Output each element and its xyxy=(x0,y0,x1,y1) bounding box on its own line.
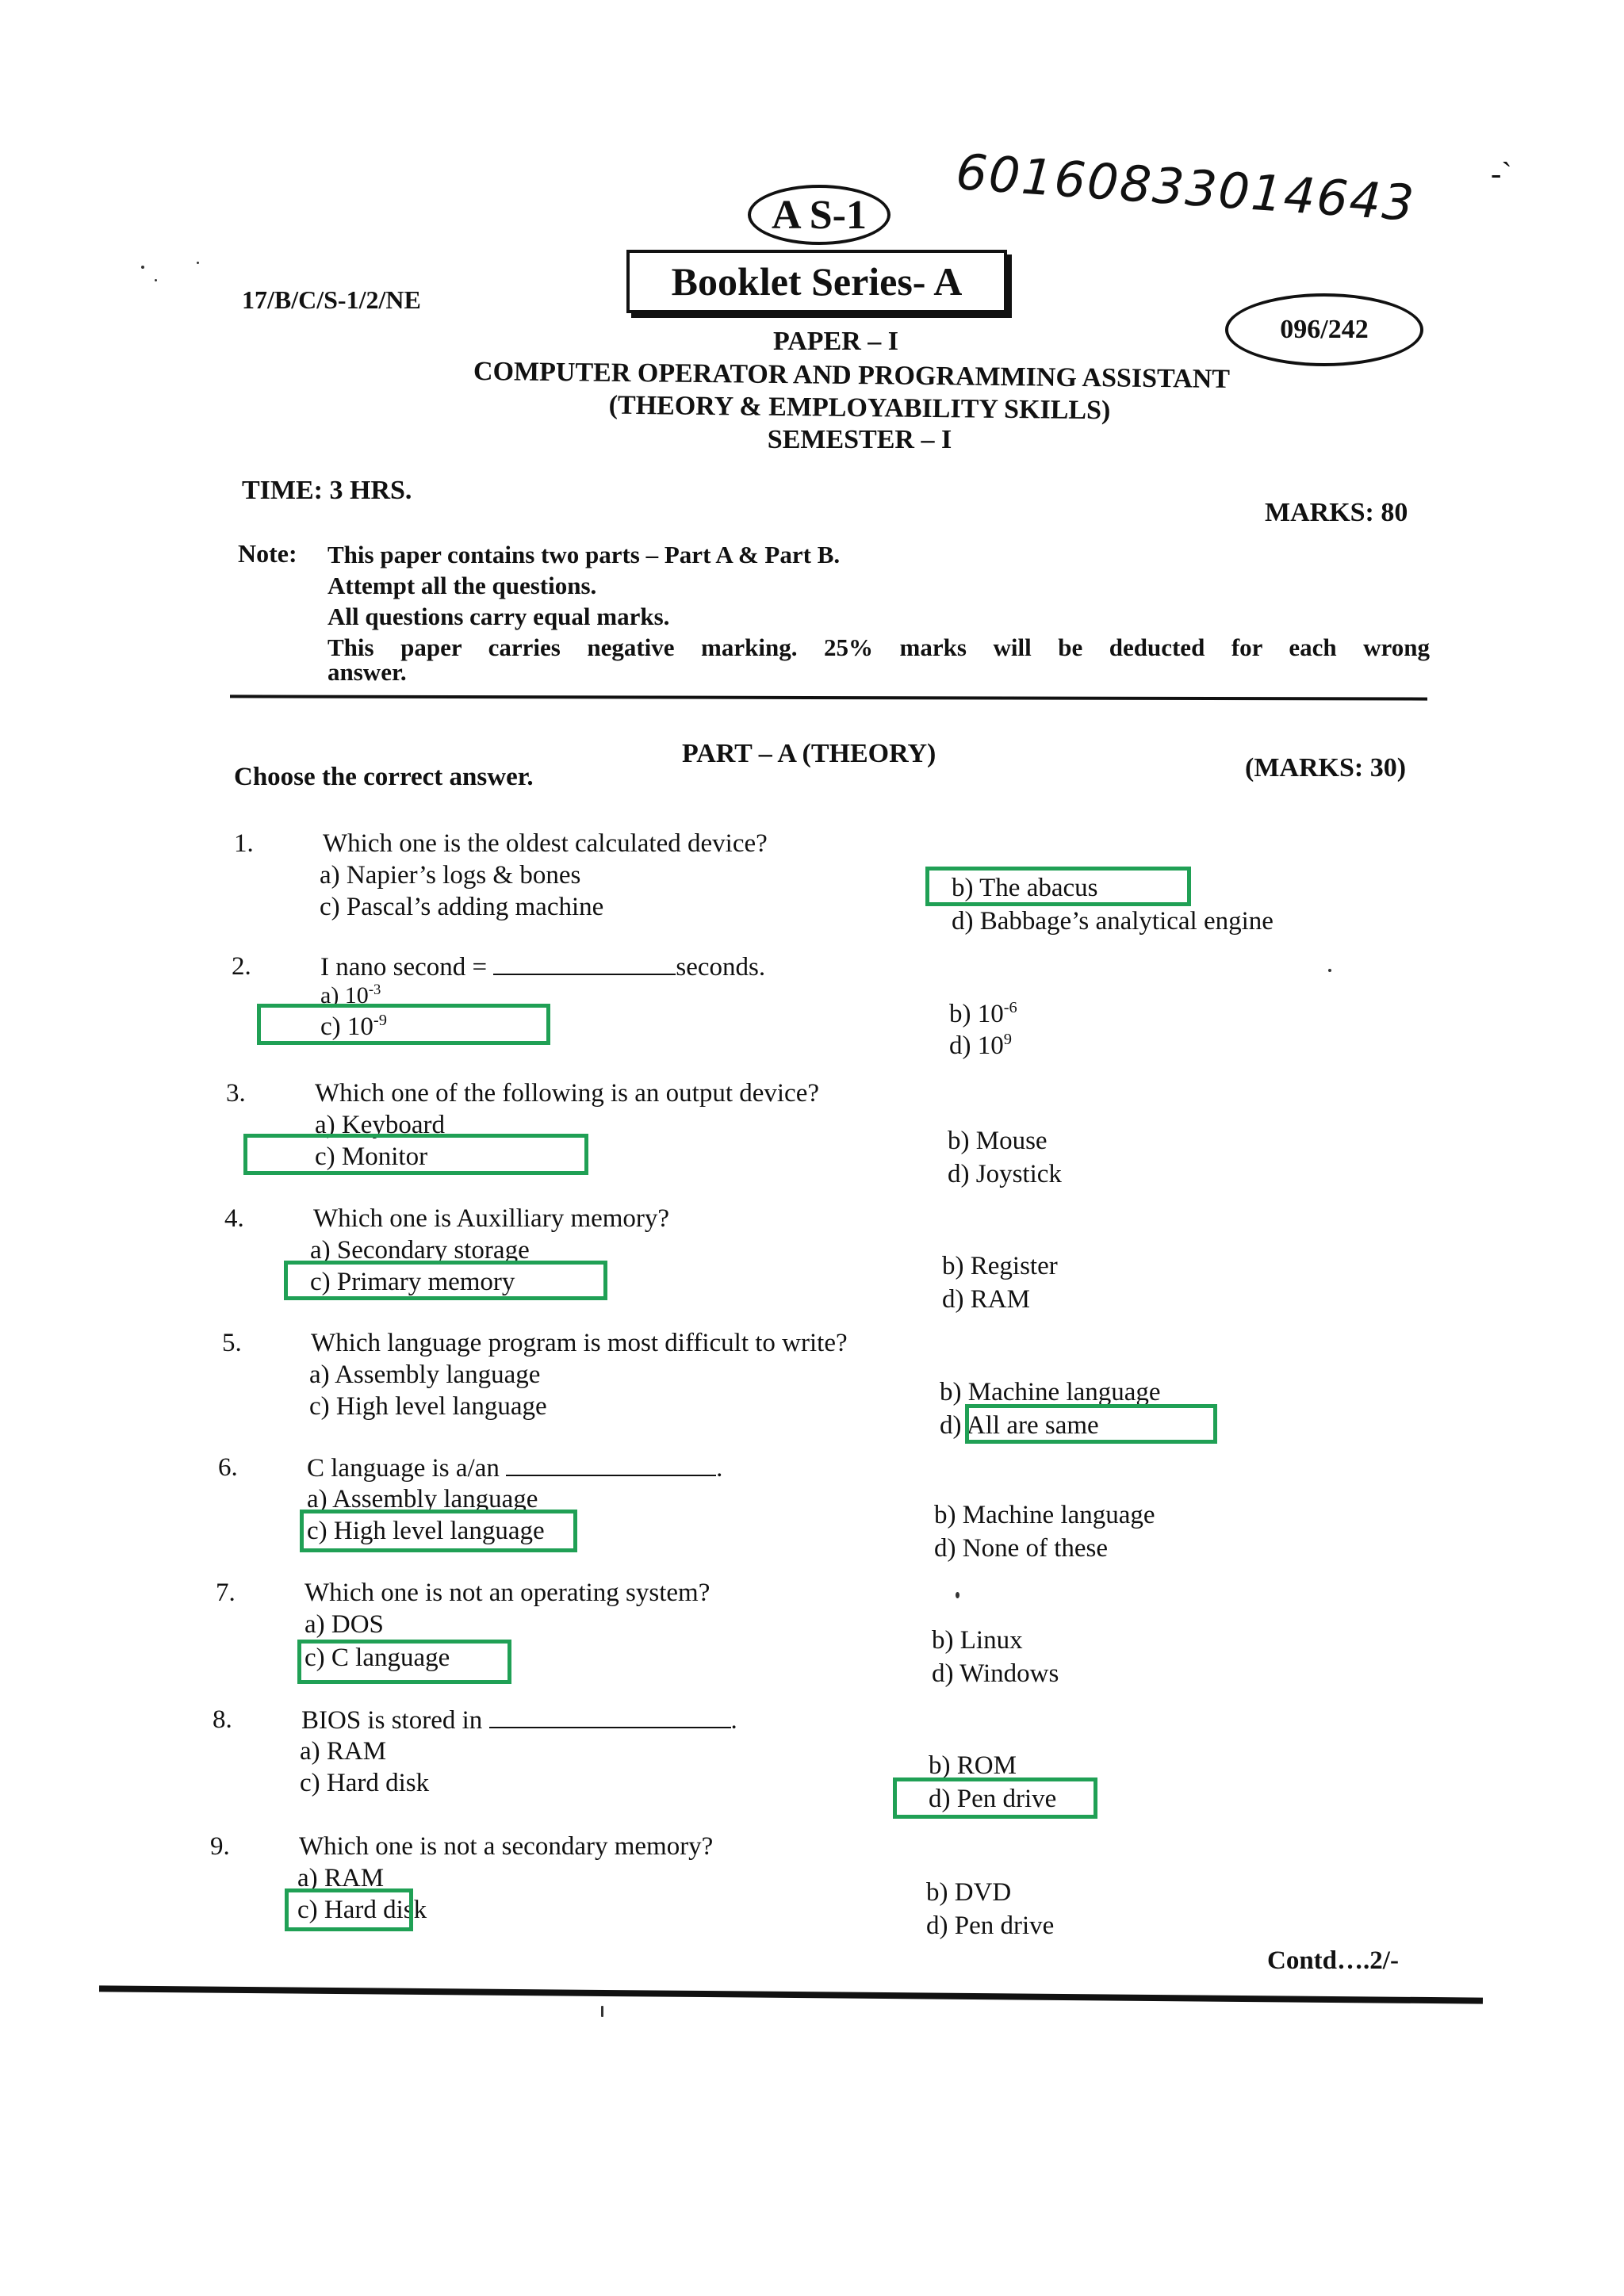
option-b[interactable]: b) Machine language xyxy=(940,1378,1161,1406)
answer-mark-box xyxy=(300,1510,577,1552)
option-a[interactable]: a) RAM xyxy=(297,1864,385,1892)
divider-top xyxy=(230,695,1427,700)
serial-number: 096/242 xyxy=(1280,315,1369,344)
question-text-stem: BIOS is stored in xyxy=(301,1706,483,1735)
handwritten-number: 60160833014643 xyxy=(954,142,1418,233)
answer-mark-box xyxy=(243,1134,588,1175)
note-line: All questions carry equal marks. xyxy=(327,603,670,630)
option-d[interactable]: d) RAM xyxy=(942,1285,1030,1314)
option-d[interactable] xyxy=(949,1031,1012,1062)
option-a[interactable]: a) Assembly language xyxy=(309,1360,541,1389)
option-c[interactable]: c) Pascal’s adding machine xyxy=(320,893,604,921)
option-b[interactable]: b) The abacus xyxy=(952,874,1098,902)
note-block xyxy=(327,539,1430,687)
option-a[interactable]: a) Keyboard xyxy=(315,1111,446,1139)
option-b[interactable]: b) DVD xyxy=(926,1878,1012,1907)
question-text: Which one is Auxilliary memory? xyxy=(313,1204,670,1233)
option-c[interactable]: c) Hard disk xyxy=(300,1769,430,1797)
answer-mark-box xyxy=(257,1004,550,1045)
scan-speck xyxy=(155,279,157,281)
instruction: Choose the correct answer. xyxy=(234,763,534,791)
question-text: C language is a/an . xyxy=(307,1454,723,1483)
answer-mark-box xyxy=(297,1640,511,1684)
note-line: Attempt all the questions. xyxy=(327,572,597,599)
fill-blank xyxy=(493,951,676,975)
option-a-base: a) 10 xyxy=(320,982,369,1008)
question-number: 9. xyxy=(210,1832,230,1861)
question-text: BIOS is stored in . xyxy=(301,1706,737,1735)
question-6 xyxy=(218,1452,1408,1563)
option-d[interactable]: d) Joystick xyxy=(948,1160,1062,1188)
answer-mark-box xyxy=(285,1888,413,1931)
option-d[interactable]: d) All are same xyxy=(940,1411,1099,1440)
option-d[interactable]: d) None of these xyxy=(934,1534,1109,1563)
question-number: 1. xyxy=(234,829,254,858)
option-a-exponent: -3 xyxy=(368,982,381,998)
option-c[interactable]: c) High level language xyxy=(307,1517,545,1545)
answer-mark-box xyxy=(965,1404,1217,1444)
option-c[interactable]: c) High level language xyxy=(309,1392,547,1421)
option-a[interactable]: a) RAM xyxy=(300,1737,387,1766)
question-text-after: seconds. xyxy=(676,953,766,982)
question-text xyxy=(320,951,765,983)
option-c-exponent: -9 xyxy=(373,1012,387,1029)
booklet-series-box xyxy=(626,250,1007,313)
total-marks: MARKS: 80 xyxy=(1265,498,1408,527)
question-number: 4. xyxy=(224,1204,244,1233)
question-number: 2. xyxy=(232,952,251,981)
option-a[interactable]: a) Napier’s logs & bones xyxy=(320,861,581,890)
subject-title: (THEORY & EMPLOYABILITY SKILLS) xyxy=(608,390,1111,426)
option-b[interactable] xyxy=(949,999,1017,1030)
note-label: Note: xyxy=(238,539,297,568)
question-8 xyxy=(213,1705,1402,1816)
question-text-stem: C language is a/an xyxy=(307,1454,500,1483)
option-c[interactable]: c) Hard disk xyxy=(297,1896,427,1924)
option-d-base: d) 10 xyxy=(949,1031,1004,1060)
option-d-exponent: 9 xyxy=(1003,1031,1012,1048)
option-b[interactable]: b) Linux xyxy=(932,1626,1023,1655)
question-number: 8. xyxy=(213,1705,232,1734)
booklet-series: Booklet Series- A xyxy=(671,259,963,304)
question-number: 3. xyxy=(226,1079,246,1108)
option-c[interactable]: c) C language xyxy=(304,1644,450,1672)
note-line: This paper carries negative marking. 25% marks will be deducted for each wrong xyxy=(327,633,1430,661)
option-d[interactable]: d) Windows xyxy=(932,1659,1059,1688)
part-a-marks: (MARKS: 30) xyxy=(1245,753,1407,783)
option-b[interactable]: b) Register xyxy=(942,1252,1058,1280)
option-a[interactable]: a) Secondary storage xyxy=(310,1236,530,1265)
option-c-base: c) 10 xyxy=(320,1012,373,1041)
question-7 xyxy=(216,1578,1405,1689)
fill-blank xyxy=(489,1705,731,1728)
course-title: COMPUTER OPERATOR AND PROGRAMMING ASSISTANT xyxy=(473,357,1231,394)
part-a-title: PART – A (THEORY) xyxy=(682,739,936,768)
question-number: 6. xyxy=(218,1453,238,1482)
question-text: Which one is the oldest calculated device? xyxy=(323,829,768,858)
option-b-exponent: -6 xyxy=(1003,999,1017,1016)
series-code-oval xyxy=(748,185,891,245)
time-allowed: TIME: 3 HRS. xyxy=(242,476,412,505)
option-b[interactable]: b) ROM xyxy=(929,1751,1017,1780)
scan-speck xyxy=(956,1592,959,1598)
option-b[interactable]: b) Mouse xyxy=(948,1127,1048,1155)
divider-bottom xyxy=(99,1985,1483,2003)
answer-mark-box xyxy=(893,1777,1097,1819)
scan-speck xyxy=(197,262,199,264)
option-d[interactable]: d) Babbage’s analytical engine xyxy=(952,907,1274,936)
continued-label: Contd….2/- xyxy=(1267,1946,1399,1975)
question-text: Which one is not a secondary memory? xyxy=(299,1832,714,1861)
question-9 xyxy=(210,1831,1400,1942)
question-2 xyxy=(232,951,1421,1062)
question-text: Which language program is most difficult to write? xyxy=(311,1329,848,1357)
scan-speck xyxy=(601,2006,603,2017)
pen-mark-icon: -ˋ xyxy=(1491,155,1512,191)
question-text: Which one is not an operating system? xyxy=(304,1578,710,1607)
option-a[interactable]: a) DOS xyxy=(304,1610,384,1639)
scan-speck xyxy=(141,266,144,269)
question-4 xyxy=(224,1203,1414,1314)
note-line: answer. xyxy=(327,658,407,686)
answer-mark-box xyxy=(284,1261,607,1300)
note-line: This paper contains two parts – Part A & Part B. xyxy=(327,541,841,568)
question-text: Which one of the following is an output device? xyxy=(315,1079,819,1108)
paper-code: 17/B/C/S-1/2/NE xyxy=(242,285,421,314)
paper-title: PAPER – I xyxy=(772,327,899,356)
answer-mark-box xyxy=(925,867,1191,906)
semester-title: SEMESTER – I xyxy=(767,425,952,454)
question-text-before: I nano second = xyxy=(320,953,488,982)
question-number: 5. xyxy=(222,1329,242,1357)
question-number: 7. xyxy=(216,1578,236,1607)
option-b-base: b) 10 xyxy=(949,1000,1004,1028)
question-3 xyxy=(226,1078,1415,1189)
option-c[interactable]: c) Primary memory xyxy=(310,1268,515,1296)
option-d[interactable]: d) Pen drive xyxy=(926,1911,1055,1940)
option-a[interactable]: a) Assembly language xyxy=(307,1485,538,1513)
option-b[interactable]: b) Machine language xyxy=(934,1501,1155,1529)
question-5 xyxy=(222,1328,1411,1439)
question-1 xyxy=(234,828,1423,936)
series-code: A S-1 xyxy=(772,192,867,238)
fill-blank xyxy=(506,1452,716,1476)
option-d[interactable]: d) Pen drive xyxy=(929,1785,1057,1813)
option-c[interactable]: c) Monitor xyxy=(315,1142,428,1171)
scan-speck xyxy=(1328,969,1331,972)
